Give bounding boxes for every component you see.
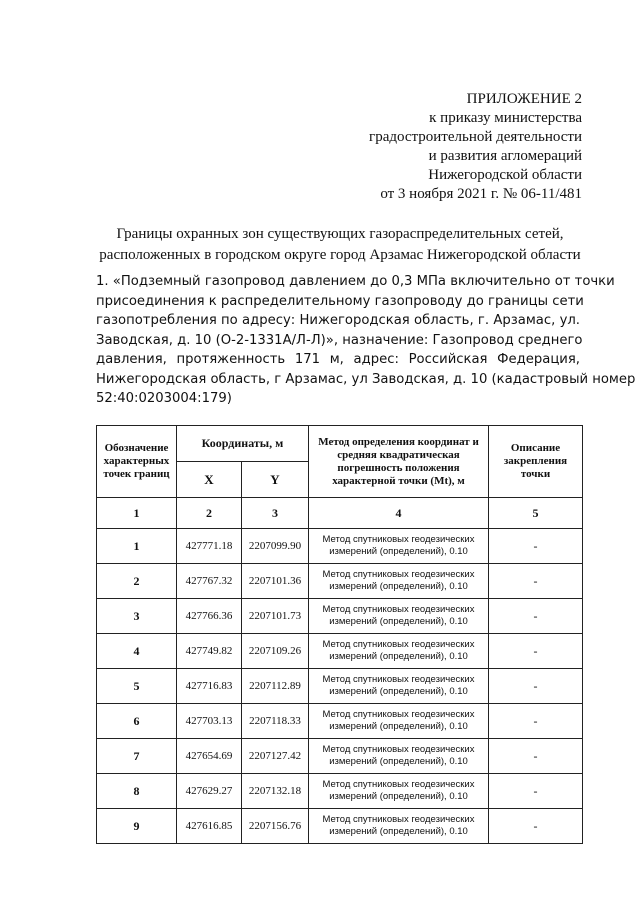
description-cell: - [489,739,583,774]
heading-line: расположенных в городском округе город Арзамас Нижегородской области [99,247,581,263]
column-number: 4 [309,498,489,529]
column-number: 3 [242,498,309,529]
point-number: 8 [97,774,177,809]
coord-y: 2207156.76 [242,809,309,844]
description-cell: - [489,529,583,564]
paragraph-line: давления, протяженность 171 м, адрес: Российская Федерация, [96,352,580,367]
table-row [97,704,583,739]
column-number: 2 [177,498,242,529]
paragraph-line: 1. «Подземный газопровод давлением до 0,3 МПа включительно от точки [96,274,615,289]
coord-y: 2207132.18 [242,774,309,809]
coord-x: 427616.85 [177,809,242,844]
object-description [96,272,636,409]
description-cell: - [489,809,583,844]
coord-x: 427749.82 [177,634,242,669]
coord-y: 2207112.89 [242,669,309,704]
method-cell: Метод спутниковых геодезических измерений (определений), 0.10 [309,599,489,634]
method-cell: Метод спутниковых геодезических измерений (определений), 0.10 [309,669,489,704]
appendix-line: и развития агломераций [428,148,582,164]
coord-x: 427766.36 [177,599,242,634]
point-number: 1 [97,529,177,564]
appendix-block [369,90,582,204]
paragraph-line: газопотребления по адресу: Нижегородская область, г. Арзамас, ул. [96,313,580,328]
table-row [97,634,583,669]
table-row [97,809,583,844]
table-row [97,599,583,634]
paragraph-line: Нижегородская область, г Арзамас, ул Заводская, д. 10 (кадастровый номер [96,371,636,387]
coord-y: 2207109.26 [242,634,309,669]
table-row [97,529,583,564]
document-heading [96,224,584,266]
method-cell: Метод спутниковых геодезических измерений (определений), 0.10 [309,809,489,844]
point-number: 2 [97,564,177,599]
column-number: 1 [97,498,177,529]
paragraph-line: 52:40:0203004:179) [96,391,232,406]
header-description: Описание закрепления точки [489,426,583,498]
coord-x: 427771.18 [177,529,242,564]
coordinates-table [96,425,583,844]
coord-y: 2207099.90 [242,529,309,564]
method-cell: Метод спутниковых геодезических измерений (определений), 0.10 [309,704,489,739]
coord-y: 2207101.73 [242,599,309,634]
appendix-line: к приказу министерства [429,110,582,126]
method-cell: Метод спутниковых геодезических измерений (определений), 0.10 [309,634,489,669]
method-cell: Метод спутниковых геодезических измерений (определений), 0.10 [309,739,489,774]
description-cell: - [489,599,583,634]
column-numbers-row [97,498,583,529]
coord-y: 2207118.33 [242,704,309,739]
point-number: 4 [97,634,177,669]
header-point: Обозначение характерных точек границ [97,426,177,498]
description-cell: - [489,669,583,704]
coord-y: 2207101.36 [242,564,309,599]
coord-x: 427703.13 [177,704,242,739]
coord-x: 427716.83 [177,669,242,704]
table-row [97,564,583,599]
description-cell: - [489,634,583,669]
appendix-date-number: от 3 ноября 2021 г. № 06-11/481 [380,186,582,202]
point-number: 6 [97,704,177,739]
point-number: 5 [97,669,177,704]
column-number: 5 [489,498,583,529]
paragraph-line: Заводская, д. 10 (О-2-1331А/Л-Л)», назначение: Газопровод среднего [96,332,583,348]
point-number: 7 [97,739,177,774]
table-row [97,774,583,809]
header-x: X [177,462,242,498]
header-coordinates: Координаты, м [177,426,309,462]
table-row [97,669,583,704]
header-method: Метод определения координат и средняя квадратическая погрешность положения характерной точки (Mt), м [309,426,489,498]
point-number: 3 [97,599,177,634]
appendix-line: градостроительной деятельности [369,129,582,145]
coord-x: 427767.32 [177,564,242,599]
point-number: 9 [97,809,177,844]
coord-x: 427654.69 [177,739,242,774]
header-y: Y [242,462,309,498]
table-row [97,739,583,774]
coord-y: 2207127.42 [242,739,309,774]
method-cell: Метод спутниковых геодезических измерений (определений), 0.10 [309,529,489,564]
method-cell: Метод спутниковых геодезических измерений (определений), 0.10 [309,564,489,599]
paragraph-line: присоединения к распределительному газопроводу до границы сети [96,293,584,309]
method-cell: Метод спутниковых геодезических измерений (определений), 0.10 [309,774,489,809]
appendix-title: ПРИЛОЖЕНИЕ 2 [466,91,582,107]
description-cell: - [489,774,583,809]
coord-x: 427629.27 [177,774,242,809]
description-cell: - [489,564,583,599]
heading-line: Границы охранных зон существующих газораспределительных сетей, [116,226,564,242]
description-cell: - [489,704,583,739]
appendix-line: Нижегородской области [428,167,582,183]
